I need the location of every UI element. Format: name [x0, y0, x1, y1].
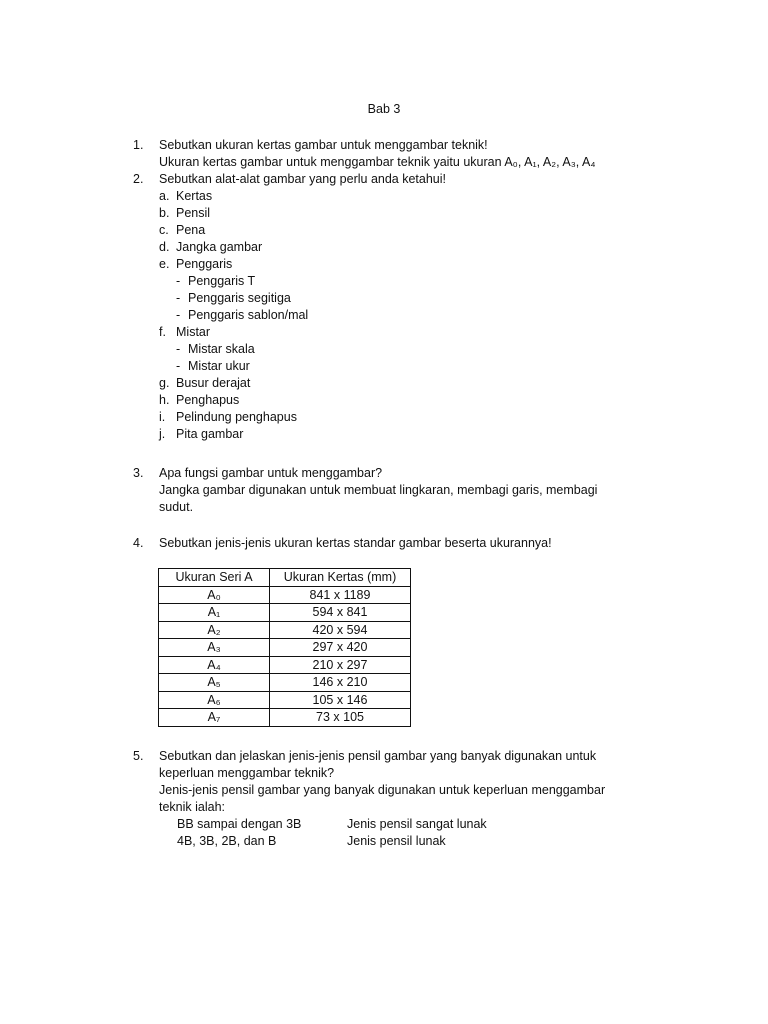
- item-text: Penggaris T: [188, 274, 256, 288]
- size-cell: 210 x 297: [270, 656, 411, 674]
- item-text: Jangka gambar: [176, 240, 263, 254]
- size-cell: 841 x 1189: [270, 586, 411, 604]
- sub-list-item: [159, 358, 653, 375]
- table-row: [159, 586, 411, 604]
- series-cell: A₄: [159, 656, 270, 674]
- question-4: [133, 535, 653, 552]
- question-text: Sebutkan jenis-jenis ukuran kertas standar gambar beserta ukurannya!: [159, 536, 552, 550]
- table-row: [159, 621, 411, 639]
- item-label: b.: [159, 206, 170, 220]
- question-5: [133, 748, 653, 850]
- question-number: 2.: [133, 172, 144, 186]
- series-cell: A₃: [159, 639, 270, 657]
- pencil-grade: BB sampai dengan 3B: [177, 817, 302, 831]
- question-text: Sebutkan alat-alat gambar yang perlu anda ketahui!: [159, 172, 446, 186]
- list-item: [159, 256, 653, 273]
- sub-list-item: [159, 307, 653, 324]
- list-item: [159, 222, 653, 239]
- question-number: 4.: [133, 536, 144, 550]
- item-text: Penggaris segitiga: [188, 291, 291, 305]
- size-cell: 146 x 210: [270, 674, 411, 692]
- item-label: -: [176, 308, 181, 322]
- question-2: [133, 171, 653, 443]
- sub-list-item: [159, 273, 653, 290]
- sub-list-item: [159, 290, 653, 307]
- item-text: Mistar skala: [188, 342, 255, 356]
- pencil-grade: 4B, 3B, 2B, dan B: [177, 834, 277, 848]
- table-row: [159, 709, 411, 727]
- item-text: Pensil: [176, 206, 211, 220]
- item-label: a.: [159, 189, 170, 203]
- page-title: Bab 3: [367, 102, 401, 116]
- question-text-line-2: keperluan menggambar teknik?: [159, 766, 335, 780]
- size-cell: 297 x 420: [270, 639, 411, 657]
- item-label: -: [176, 291, 181, 305]
- item-text: Mistar: [176, 325, 211, 339]
- pencil-row: [159, 816, 653, 833]
- item-text: Kertas: [176, 189, 213, 203]
- table-row: [159, 639, 411, 657]
- series-cell: A₇: [159, 709, 270, 727]
- item-text: Penggaris: [176, 257, 233, 271]
- pencil-description: Jenis pensil sangat lunak: [347, 817, 487, 831]
- question-text-line-1: Sebutkan dan jelaskan jenis-jenis pensil gambar yang banyak digunakan untuk: [159, 749, 597, 763]
- series-cell: A₆: [159, 691, 270, 709]
- table-row: [159, 604, 411, 622]
- question-number: 5.: [133, 749, 144, 763]
- table-header-row: [159, 569, 411, 587]
- table-row: [159, 691, 411, 709]
- series-cell: A₁: [159, 604, 270, 622]
- item-label: -: [176, 359, 181, 373]
- size-cell: 73 x 105: [270, 709, 411, 727]
- item-label: -: [176, 342, 181, 356]
- item-label: f.: [159, 325, 166, 339]
- item-label: j.: [159, 427, 166, 441]
- list-item: [159, 239, 653, 256]
- item-label: g.: [159, 376, 170, 390]
- item-text: Pena: [176, 223, 206, 237]
- pencil-row: [159, 833, 653, 850]
- answer-text: Jangka gambar digunakan untuk membuat lingkaran, membagi garis, membagi sudut.: [159, 483, 598, 514]
- question-1: [133, 137, 653, 171]
- item-text: Penghapus: [176, 393, 240, 407]
- list-item: [159, 409, 653, 426]
- list-item: [159, 392, 653, 409]
- question-3: [133, 465, 653, 516]
- item-text: Pita gambar: [176, 427, 244, 441]
- table-row: [159, 674, 411, 692]
- item-label: c.: [159, 223, 169, 237]
- column-header: Ukuran Seri A: [159, 569, 270, 587]
- answer-text-line-2: teknik ialah:: [159, 800, 226, 814]
- list-item: [159, 426, 653, 443]
- series-cell: A₀: [159, 586, 270, 604]
- item-label: d.: [159, 240, 170, 254]
- question-text: Sebutkan ukuran kertas gambar untuk menggambar teknik!: [159, 138, 488, 152]
- series-cell: A₂: [159, 621, 270, 639]
- question-number: 1.: [133, 138, 144, 152]
- table-row: [159, 656, 411, 674]
- item-text: Busur derajat: [176, 376, 251, 390]
- size-cell: 105 x 146: [270, 691, 411, 709]
- question-number: 3.: [133, 466, 144, 480]
- pencil-description: Jenis pensil lunak: [347, 834, 446, 848]
- sub-list-item: [159, 341, 653, 358]
- list-item: [159, 205, 653, 222]
- item-label: -: [176, 274, 181, 288]
- question-text: Apa fungsi gambar untuk menggambar?: [159, 466, 383, 480]
- series-cell: A₅: [159, 674, 270, 692]
- size-cell: 420 x 594: [270, 621, 411, 639]
- item-label: e.: [159, 257, 170, 271]
- list-item: [159, 375, 653, 392]
- size-cell: 594 x 841: [270, 604, 411, 622]
- list-item: [159, 188, 653, 205]
- answer-text: Ukuran kertas gambar untuk menggambar teknik yaitu ukuran A₀, A₁, A₂, A₃, A₄: [159, 155, 596, 169]
- item-text: Mistar ukur: [188, 359, 250, 373]
- item-label: i.: [159, 410, 166, 424]
- item-text: Penggaris sablon/mal: [188, 308, 309, 322]
- answer-text-line-1: Jenis-jenis pensil gambar yang banyak digunakan untuk keperluan menggambar: [159, 783, 606, 797]
- item-text: Pelindung penghapus: [176, 410, 297, 424]
- list-item: [159, 324, 653, 341]
- paper-size-table: [158, 568, 411, 727]
- column-header: Ukuran Kertas (mm): [270, 569, 411, 587]
- item-label: h.: [159, 393, 170, 407]
